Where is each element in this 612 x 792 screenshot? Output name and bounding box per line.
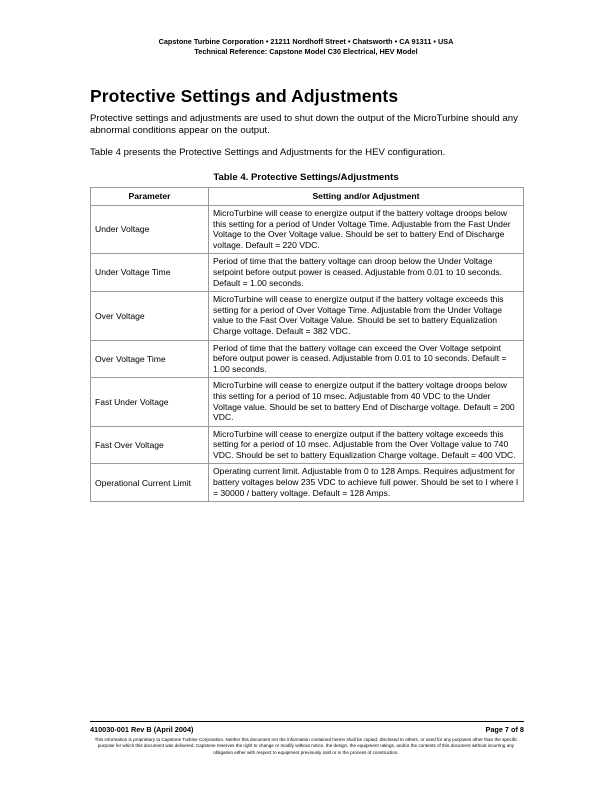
page-header [0, 37, 612, 56]
document-id: 410030-001 Rev B (April 2004) [90, 725, 194, 734]
table-row [91, 292, 524, 340]
row-setting: Operating current limit. Adjustable from 0 to 128 Amps. Requires adjustment for battery voltages below 235 VDC to achieve full power. Should be set to I where I = 30000 / battery voltage. Default = 128 Amps. [209, 464, 524, 502]
row-setting: Period of time that the battery voltage can droop below the Under Voltage setpoint before output power is ceased. Adjustable from 0.01 to 10 seconds. Default = 1.00 seconds. [209, 254, 524, 292]
section-title: Protective Settings and Adjustments [90, 86, 399, 106]
table-header-row [91, 188, 524, 206]
table-intro-paragraph: Table 4 presents the Protective Settings and Adjustments for the HEV configuration. [90, 147, 446, 158]
intro-paragraph: Protective settings and adjustments are used to shut down the output of the MicroTurbine should any abnormal conditions appear on the output. [90, 113, 518, 136]
row-setting: MicroTurbine will cease to energize output if the battery voltage exceeds this setting for a period of Over Voltage Time. Adjustable from the Under Voltage value to the Fast Over Voltage Value. Should be set to battery Equalization Charge voltage. Default = 382 VDC. [209, 292, 524, 340]
column-header-parameter: Parameter [91, 188, 209, 206]
proprietary-disclaimer: This information is proprietary to Capstone Turbine Corporation. Neither this document nor the information contained herein shall be copied, disclosed to others, or used for any purposes other than the specific purpose for which this document was delivered. Capstone reserves the right to change or modify without notice, the design, the equipment ratings, and/or the contents of this document without incurring any obligation either with respect to equipment previously sold or in the process of construction. [94, 737, 518, 755]
row-parameter: Over Voltage [91, 292, 209, 340]
row-setting: MicroTurbine will cease to energize output if the battery voltage droops below this setting for a period of Under Voltage Time. Adjustable from the Fast Under Voltage to the Over Voltage value. Should be set to battery End of Discharge voltage. Default = 220 VDC. [209, 206, 524, 254]
row-setting: MicroTurbine will cease to energize output if the battery voltage droops below this setting for a period of 10 msec. Adjustable from 40 VDC to the Under Voltage value. Should be set to battery End of Discharge voltage. Default = 200 VDC. [209, 378, 524, 426]
table-row [91, 464, 524, 502]
page-number: Page 7 of 8 [485, 725, 524, 734]
table-row [91, 206, 524, 254]
protective-settings-table [90, 187, 524, 502]
table-caption: Table 4. Protective Settings/Adjustments [213, 172, 399, 183]
row-parameter: Fast Under Voltage [91, 378, 209, 426]
table-row [91, 254, 524, 292]
row-parameter: Under Voltage Time [91, 254, 209, 292]
table-row [91, 426, 524, 464]
row-setting: MicroTurbine will cease to energize output if the battery voltage exceeds this setting for a period of 10 msec. Adjustable from the Over Voltage value to 740 VDC. Should be set to battery Equalization Charge voltage. Default = 400 VDC. [209, 426, 524, 464]
header-company-line: Capstone Turbine Corporation • 21211 Nordhoff Street • Chatsworth • CA 91311 • USA [158, 37, 454, 46]
row-setting: Period of time that the battery voltage can exceed the Over Voltage setpoint before output power is ceased. Adjustable from 0.01 to 10 seconds. Default = 1.00 seconds. [209, 340, 524, 378]
row-parameter: Under Voltage [91, 206, 209, 254]
row-parameter: Operational Current Limit [91, 464, 209, 502]
table-row [91, 340, 524, 378]
footer-divider [90, 721, 524, 722]
table-row [91, 378, 524, 426]
header-reference-line: Technical Reference: Capstone Model C30 Electrical, HEV Model [194, 46, 418, 56]
row-parameter: Fast Over Voltage [91, 426, 209, 464]
column-header-setting: Setting and/or Adjustment [209, 188, 524, 206]
row-parameter: Over Voltage Time [91, 340, 209, 378]
